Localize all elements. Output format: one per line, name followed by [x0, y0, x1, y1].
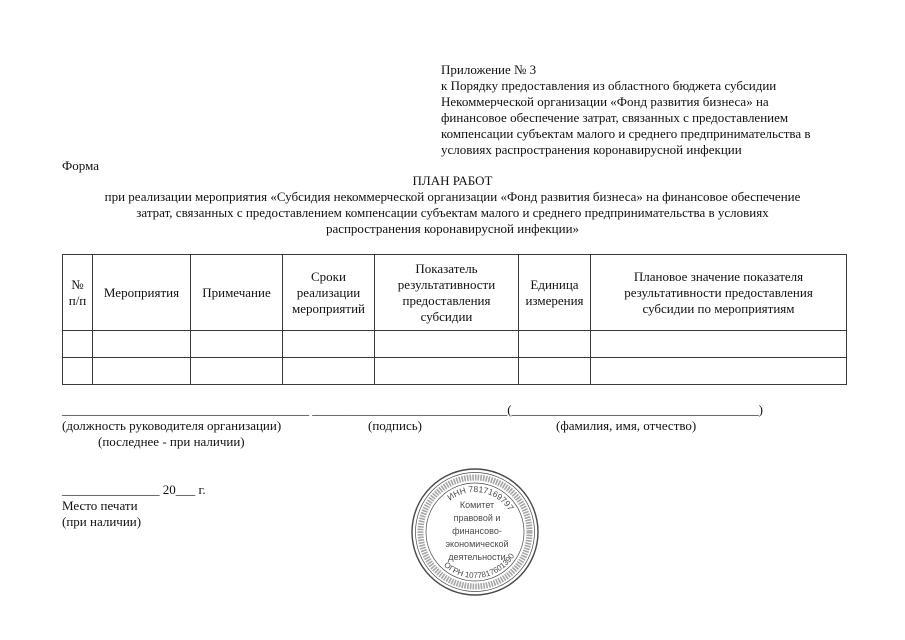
header-unit: Единица измерения [519, 255, 591, 331]
header-deadlines: Сроки реализации мероприятий [283, 255, 375, 331]
table-cell [63, 331, 93, 358]
table-cell [519, 358, 591, 385]
table-cell [191, 331, 283, 358]
table-header-row [63, 255, 847, 331]
header-number: № п/п [63, 255, 93, 331]
header-activities: Мероприятия [93, 255, 191, 331]
table-cell [191, 358, 283, 385]
table-cell [519, 331, 591, 358]
appendix-line: условиях распространения коронавирусной инфекции [441, 142, 742, 157]
stamp-center-line: Комитет [459, 500, 495, 510]
table-cell [375, 331, 519, 358]
appendix-title: Приложение № 3 [441, 62, 537, 77]
table-cell [375, 358, 519, 385]
plan-title: ПЛАН РАБОТ [412, 173, 493, 188]
table-row [63, 358, 847, 385]
table-cell [591, 331, 847, 358]
plan-subtitle-line: затрат, связанных с предоставлением компенсации субъектам малого и среднего предпринимательства в условиях [136, 205, 769, 220]
table-cell [591, 358, 847, 385]
appendix-line: к Порядку предоставления из областного бюджета субсидии [441, 78, 777, 93]
table-row [63, 331, 847, 358]
date-line: _______________ 20___ г. [62, 482, 206, 497]
signature-line: ______________________________________ ______________________________(______________________________________) [62, 402, 763, 417]
seal-note: (при наличии) [62, 514, 142, 529]
stamp-center-line: финансово- [452, 526, 502, 536]
plan-subtitle [0, 189, 905, 237]
work-plan-table [62, 254, 847, 385]
table-cell [93, 331, 191, 358]
appendix-header [441, 62, 811, 158]
appendix-line: Некоммерческой организации «Фонд развития бизнеса» на [441, 94, 769, 109]
appendix-line: финансовое обеспечение затрат, связанных с предоставлением [441, 110, 789, 125]
stamp-center-line: экономической [445, 539, 509, 549]
signature-caption: (подпись) [368, 418, 422, 433]
table-cell [93, 358, 191, 385]
stamp-bottom-arc: ОГРН 1077817601390 [442, 551, 517, 581]
plan-subtitle-line: при реализации мероприятия «Субсидия некоммерческой организации «Фонд развития бизнеса» на финансовое обеспечение [104, 189, 801, 204]
stamp-center-line: правовой и [453, 513, 501, 523]
form-label: Форма [62, 158, 99, 173]
header-indicator: Показатель результативности предоставления субсидии [375, 255, 519, 331]
header-note: Примечание [191, 255, 283, 331]
stamp [409, 466, 541, 598]
plan-subtitle-line: распространения коронавирусной инфекции» [325, 221, 580, 236]
appendix-line: компенсации субъектам малого и среднего предпринимательства в [441, 126, 811, 141]
table-cell [283, 358, 375, 385]
stamp-center-line: деятельности [448, 552, 506, 562]
position-note: (последнее - при наличии) [98, 434, 245, 449]
table-cell [283, 331, 375, 358]
header-planned-value: Плановое значение показателя результативности предоставления субсидии по мероприятиям [591, 255, 847, 331]
name-caption: (фамилия, имя, отчество) [556, 418, 697, 433]
stamp-top-arc: ИНН 7817169797 [445, 483, 516, 513]
seal-label: Место печати [62, 498, 138, 513]
position-caption: (должность руководителя организации) [62, 418, 282, 433]
table-cell [63, 358, 93, 385]
